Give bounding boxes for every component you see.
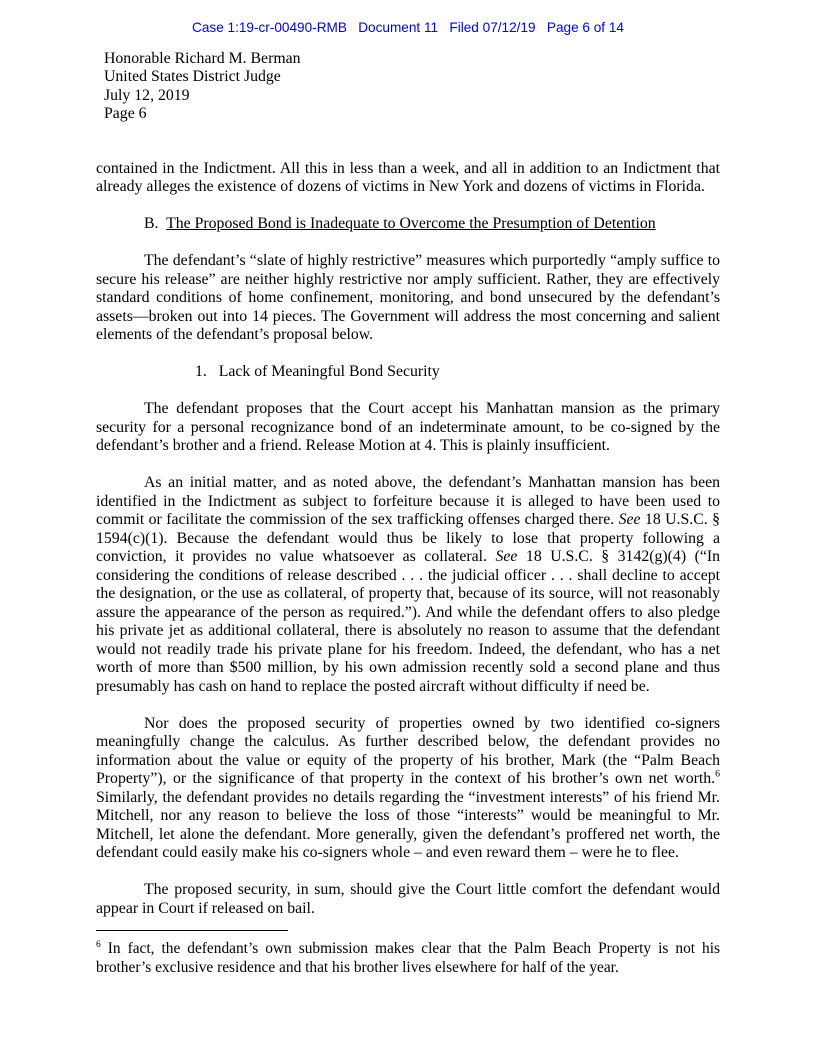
paragraph-forfeiture-collateral: As an initial matter, and as noted above, the defendant’s Manhattan mansion has been identified in the Indictment as subject to forfeiture because it is alleged to have been used to commit or facilitate the commission of the sex trafficking offenses charged there. See 18 U.S.C. § 1594(c)(1). Because the defendant would thus be likely to lose that property following a conviction, it provides no value whatsoever as collateral. See 18 U.S.C. § 3142(g)(4) (“In considering the conditions of release described . . . the judicial officer . . . shall decline to accept the designation, or the use as collateral, of property that, because of its source, will not reasonably assure the appearance of the person as required.”). And while the defendant offers to also pledge his private jet as additional collateral, there is absolutely no reason to assume that the defendant would not readily trade his private plane for his freedom. Indeed, the defendant, who has a net worth of more than $500 million, by his own admission recently sold a second plane and thus presumably has cash on hand to replace the posted aircraft without difficulty if need be. [96, 474, 721, 695]
footnote-separator [96, 930, 288, 931]
paragraph-slate-of-measures: The defendant’s “slate of highly restrictive” measures which purportedly “amply suffice to secure his release” are neither highly restrictive nor amply sufficient. Rather, they are effectively standard conditions of home confinement, monitoring, and bond unsecured by the defendant’s assets—broken out into 14 pieces. The Government will address the most concerning and salient elements of the defendant’s proposal below. [96, 252, 720, 343]
address-line-date: July 12, 2019 [104, 86, 190, 104]
address-line-judge-name: Honorable Richard M. Berman [104, 49, 301, 67]
paragraph-conclusion: The proposed security, in sum, should give the Court little comfort the defendant would appear in Court if released on bail. [96, 881, 720, 917]
footnote-area [96, 930, 720, 977]
footnote-text: $^6$ In fact, the defendant’s own submission makes clear that the Palm Beach Property is not his brother’s exclusive residence and that his brother lives elsewhere for half of the year. [96, 938, 720, 976]
paragraph-manhattan-mansion-proposal: The defendant proposes that the Court accept his Manhattan mansion as the primary security for a personal recognizance bond of an indeterminate amount, to be co-signed by the defendant’s brother and a friend. Release Motion at 4. This is plainly insufficient. [96, 400, 720, 454]
case-stamp: Case 1:19-cr-00490-RMB Document 11 Filed 07/12/19 Page 6 of 14 [192, 20, 624, 35]
address-block [104, 50, 816, 124]
address-line-page-number: Page 6 [104, 105, 147, 122]
paragraph-continuation: contained in the Indictment. All this in less than a week, and all in addition to an Indictment that already alleges the existence of dozens of victims in New York and dozens of victims in Florida. [96, 159, 720, 195]
paragraph-cosigner-properties: Nor does the proposed security of properties owned by two identified co-signers meaningfully change the calculus. As further described below, the defendant provides no information about the value or equity of the property of his brother, Mark (the “Palm Beach Property”), or the significance of that property in the context of his brother’s own net worth.$^6$ Similarly, the defendant provides no details regarding the “investment interests” of his friend Mr. Mitchell, nor any reason to believe the loss of those “interests” would be meaningful to Mr. Mitchell, let alone the defendant. More generally, given the defendant’s proffered net worth, the defendant could easily make his co-signers whole – and even reward them – were he to flee. [96, 714, 720, 861]
address-line-judge-title: United States District Judge [104, 68, 281, 85]
document-body [96, 160, 720, 919]
subsection-heading-1: 1. Lack of Meaningful Bond Security [195, 363, 440, 380]
section-heading-b: B. The Proposed Bond is Inadequate to Overcome the Presumption of Detention [144, 215, 656, 232]
